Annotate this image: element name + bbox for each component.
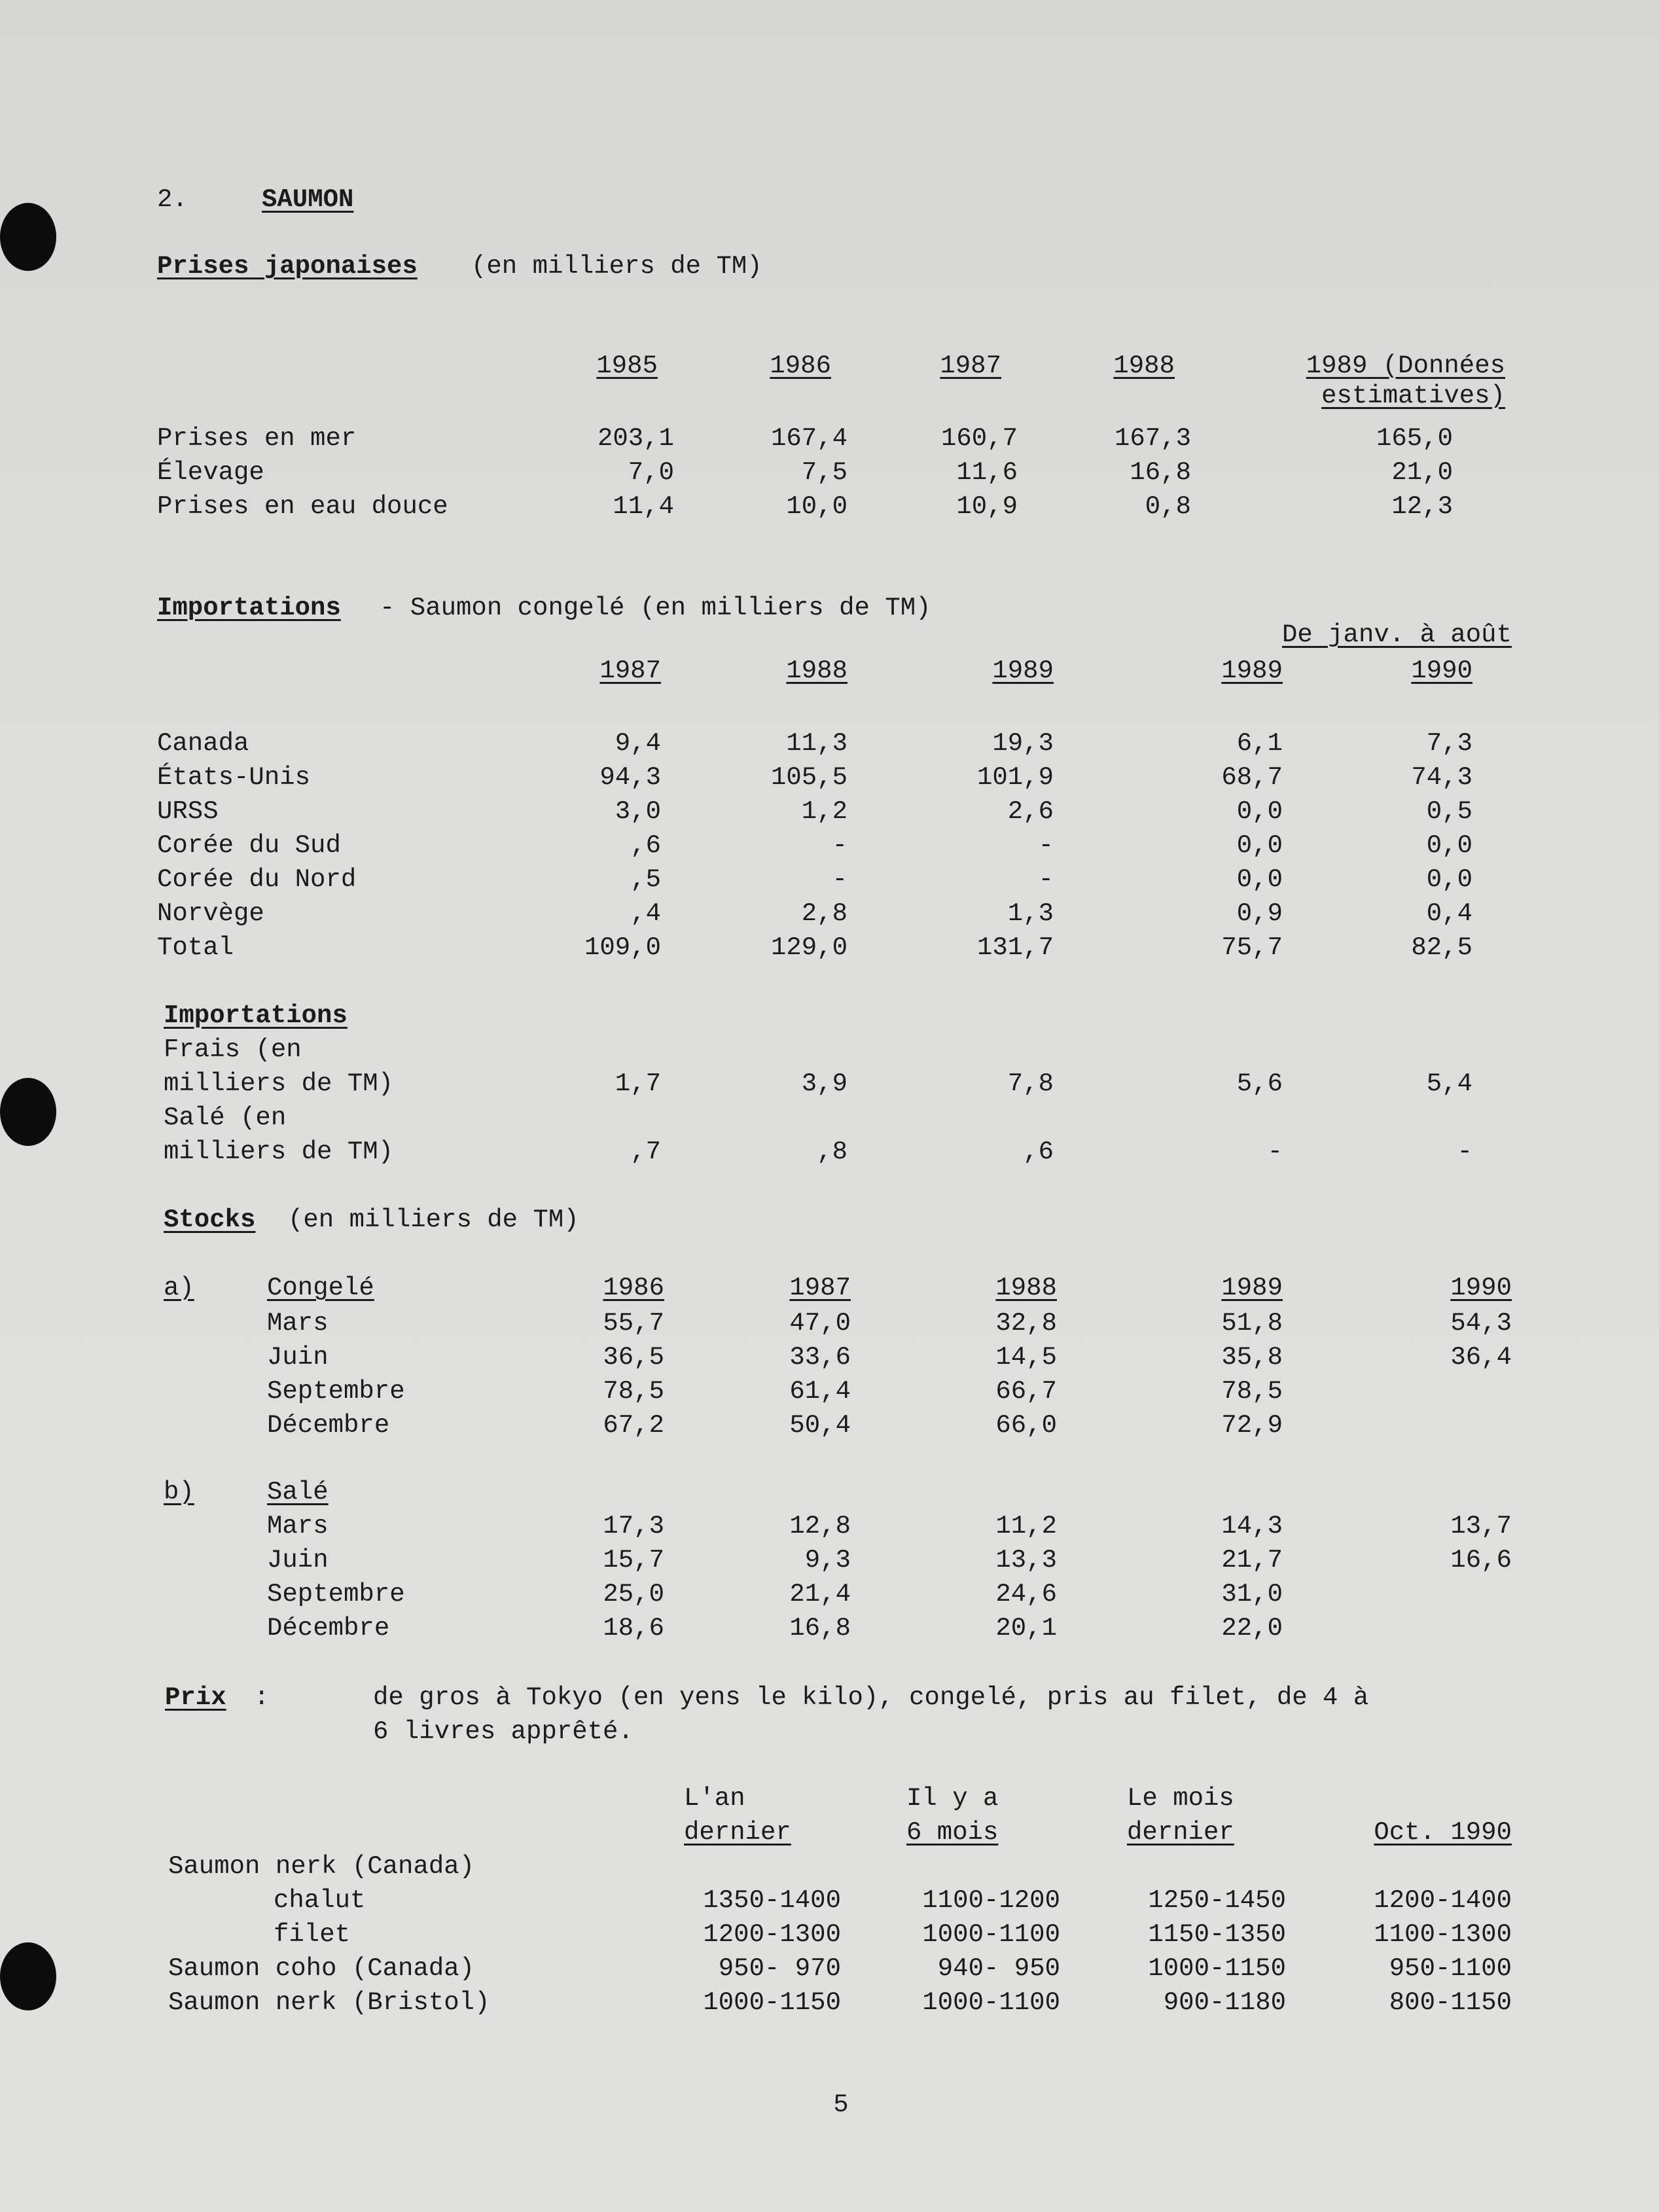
prises-year-note: estimatives) [1321,382,1505,410]
row-label: Norvège [157,899,264,928]
row-label: Élevage [157,458,264,487]
table-cell: - [832,865,847,894]
table-cell: 0,0 [1426,831,1472,860]
year-header: 1987 [599,656,661,685]
table-cell: 50,4 [789,1411,851,1440]
table-cell: 20,1 [995,1614,1057,1643]
table-cell: 94,3 [599,763,661,792]
table-cell: 160,7 [940,424,1018,453]
table-cell: - [1267,1137,1283,1166]
table-cell: 1100-1300 [1374,1920,1512,1949]
frais-label: milliers de TM) [164,1069,394,1098]
table-cell: 3,0 [615,797,661,826]
price-header: Il y a [906,1784,999,1813]
table-cell: 1000-1100 [922,1920,1060,1949]
table-cell: 33,6 [789,1343,851,1372]
prix-description: de gros à Tokyo (en yens le kilo), congelé, pris au filet, de 4 à [373,1683,1369,1712]
year-header: 1986 [603,1274,664,1302]
table-cell: 11,3 [786,729,847,758]
table-cell: 78,5 [603,1377,664,1406]
table-cell: ,8 [817,1137,847,1166]
table-cell: 129,0 [770,933,847,962]
sale-label: Salé (en [164,1103,287,1132]
table-cell: 940- 950 [937,1954,1060,1983]
table-cell: 13,3 [995,1546,1057,1575]
table-cell: 1000-1150 [1148,1954,1286,1983]
price-header: dernier [684,1818,791,1847]
table-cell: 22,0 [1221,1614,1283,1643]
price-group-label: Saumon nerk (Canada) [168,1852,475,1881]
table-cell: 47,0 [789,1309,851,1338]
table-cell: 7,5 [801,458,847,487]
binder-hole [0,1078,56,1146]
frais-label: Frais (en [164,1035,302,1064]
stocks-b-label: Salé [267,1478,329,1507]
importations-heading: Importations [157,594,341,622]
prises-year-header: 1986 [770,351,831,380]
section-title: SAUMON [262,185,354,214]
importations2-heading: Importations [164,1001,348,1030]
table-cell: - [1038,865,1054,894]
table-cell: - [832,831,847,860]
table-cell: 11,4 [613,492,674,521]
section-number: 2. [157,185,188,214]
year-header: 1989 [992,656,1054,685]
table-cell: 13,7 [1450,1512,1512,1541]
row-label: chalut [274,1886,366,1915]
year-header: 1988 [995,1274,1057,1302]
row-label: Décembre [267,1614,390,1643]
table-cell: 7,8 [1007,1069,1054,1098]
row-label: Saumon coho (Canada) [168,1954,475,1983]
table-cell: 51,8 [1221,1309,1283,1338]
year-header: 1990 [1450,1274,1512,1302]
table-cell: 1,7 [615,1069,661,1098]
table-cell: 1,2 [801,797,847,826]
table-cell: 18,6 [603,1614,664,1643]
row-label: Septembre [267,1377,405,1406]
table-cell: 101,9 [976,763,1054,792]
table-cell: 105,5 [770,763,847,792]
stocks-a-marker: a) [164,1274,194,1302]
price-header: Oct. 1990 [1374,1818,1512,1847]
table-cell: 14,3 [1221,1512,1283,1541]
stocks-heading: Stocks [164,1205,256,1234]
table-cell: 9,3 [804,1546,851,1575]
row-label: Septembre [267,1580,405,1609]
binder-hole [0,203,56,271]
table-cell: 36,5 [603,1343,664,1372]
table-cell: 0,0 [1426,865,1472,894]
table-cell: 0,5 [1426,797,1472,826]
table-cell: 19,3 [992,729,1054,758]
year-header: 1990 [1411,656,1472,685]
table-cell: 3,9 [801,1069,847,1098]
row-label: États-Unis [157,763,311,792]
table-cell: 74,3 [1411,763,1472,792]
year-header: 1987 [789,1274,851,1302]
sale-label: milliers de TM) [164,1137,394,1166]
binder-hole [0,1942,56,2010]
table-cell: 167,3 [1114,424,1191,453]
table-cell: 67,2 [603,1411,664,1440]
table-cell: 66,7 [995,1377,1057,1406]
table-cell: 32,8 [995,1309,1057,1338]
table-cell: 12,8 [789,1512,851,1541]
table-cell: - [1038,831,1054,860]
table-cell: 72,9 [1221,1411,1283,1440]
importations-subtitle: - Saumon congelé (en milliers de TM) [380,594,931,622]
table-cell: 14,5 [995,1343,1057,1372]
table-cell: 66,0 [995,1411,1057,1440]
table-cell: 1200-1300 [703,1920,841,1949]
table-cell: 24,6 [995,1580,1057,1609]
row-label: Décembre [267,1411,390,1440]
prises-year-header: 1989 (Données [1306,351,1505,380]
year-header: 1988 [786,656,847,685]
table-cell: 900-1180 [1163,1988,1286,2017]
prises-heading: Prises japonaises [157,252,418,281]
table-cell: 75,7 [1221,933,1283,962]
table-cell: 1100-1200 [922,1886,1060,1915]
table-cell: 82,5 [1411,933,1472,962]
table-cell: 0,9 [1236,899,1283,928]
table-cell: 950- 970 [718,1954,841,1983]
period-header: De janv. à août [1281,620,1512,649]
table-cell: 35,8 [1221,1343,1283,1372]
table-cell: 10,0 [786,492,847,521]
table-cell: - [1457,1137,1472,1166]
table-cell: 0,4 [1426,899,1472,928]
table-cell: 10,9 [956,492,1018,521]
table-cell: 1200-1400 [1374,1886,1512,1915]
table-cell: 21,7 [1221,1546,1283,1575]
row-label: Prises en mer [157,424,357,453]
row-label: Juin [267,1343,329,1372]
table-cell: 0,0 [1236,797,1283,826]
prix-description: 6 livres apprêté. [373,1717,633,1746]
table-cell: 1,3 [1007,899,1054,928]
table-cell: 165,0 [1376,424,1453,453]
prises-unit: (en milliers de TM) [471,252,762,281]
row-label: Saumon nerk (Bristol) [168,1988,490,2017]
table-cell: 78,5 [1221,1377,1283,1406]
table-cell: 21,0 [1391,458,1453,487]
stocks-unit: (en milliers de TM) [288,1205,579,1234]
year-header: 1989 [1221,1274,1283,1302]
table-cell: 1350-1400 [703,1886,841,1915]
table-cell: 6,1 [1236,729,1283,758]
table-cell: ,7 [630,1137,661,1166]
table-cell: 11,2 [995,1512,1057,1541]
table-cell: 55,7 [603,1309,664,1338]
row-label: Juin [267,1546,329,1575]
table-cell: 2,6 [1007,797,1054,826]
table-cell: 950-1100 [1389,1954,1512,1983]
price-header: L'an [684,1784,745,1813]
prises-year-header: 1987 [940,351,1001,380]
table-cell: 800-1150 [1389,1988,1512,2017]
row-label: filet [274,1920,351,1949]
row-label: Mars [267,1512,329,1541]
table-cell: 36,4 [1450,1343,1512,1372]
price-header: 6 mois [906,1818,999,1847]
table-cell: 21,4 [789,1580,851,1609]
table-cell: 5,4 [1426,1069,1472,1098]
row-label: Mars [267,1309,329,1338]
table-cell: 68,7 [1221,763,1283,792]
table-cell: 25,0 [603,1580,664,1609]
table-cell: 2,8 [801,899,847,928]
table-cell: 203,1 [597,424,674,453]
row-label: Corée du Nord [157,865,357,894]
stocks-b-marker: b) [164,1478,194,1507]
table-cell: 11,6 [956,458,1018,487]
table-cell: ,5 [630,865,661,894]
table-cell: 0,0 [1236,865,1283,894]
price-header: Le mois [1127,1784,1234,1813]
price-header: dernier [1127,1818,1234,1847]
prix-label: Prix [165,1683,226,1712]
table-cell: 131,7 [976,933,1054,962]
prises-year-header: 1988 [1113,351,1175,380]
table-cell: 109,0 [584,933,661,962]
table-cell: 5,6 [1236,1069,1283,1098]
table-cell: 7,0 [628,458,674,487]
row-label: Canada [157,729,249,758]
year-header: 1989 [1221,656,1283,685]
table-cell: ,6 [630,831,661,860]
table-cell: 16,8 [789,1614,851,1643]
table-cell: 0,8 [1145,492,1191,521]
table-cell: 1000-1100 [922,1988,1060,2017]
row-label: Prises en eau douce [157,492,448,521]
prises-year-header: 1985 [596,351,658,380]
table-cell: 61,4 [789,1377,851,1406]
table-cell: 7,3 [1426,729,1472,758]
row-label: URSS [157,797,219,826]
table-cell: 167,4 [770,424,847,453]
table-cell: 0,0 [1236,831,1283,860]
stocks-a-label: Congelé [267,1274,374,1302]
table-cell: 12,3 [1391,492,1453,521]
table-cell: 15,7 [603,1546,664,1575]
table-cell: 1250-1450 [1148,1886,1286,1915]
table-cell: 1150-1350 [1148,1920,1286,1949]
row-label: Corée du Sud [157,831,341,860]
table-cell: ,6 [1023,1137,1054,1166]
table-cell: 31,0 [1221,1580,1283,1609]
table-cell: 16,8 [1130,458,1191,487]
row-label: Total [157,933,234,962]
table-cell: 17,3 [603,1512,664,1541]
table-cell: 1000-1150 [703,1988,841,2017]
table-cell: 9,4 [615,729,661,758]
table-cell: ,4 [630,899,661,928]
prix-colon: : [254,1683,270,1712]
page-number: 5 [833,2090,849,2119]
table-cell: 16,6 [1450,1546,1512,1575]
table-cell: 54,3 [1450,1309,1512,1338]
